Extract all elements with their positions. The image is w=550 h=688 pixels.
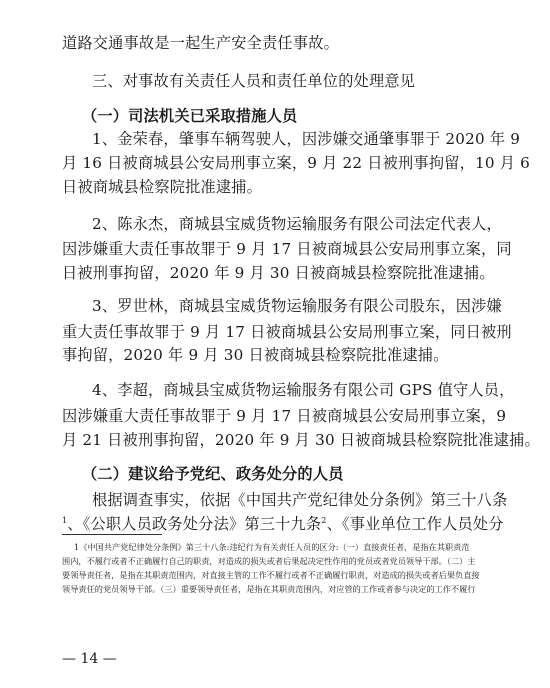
body-line: 1、金荣春，肇事车辆驾驶人，因涉嫌交通肇事罪于 2020 年 9 <box>92 130 521 148</box>
footnote-line: 围内，不履行或者不正确履行自己的职责，对造成的损失或者后果起决定性作用的党员或者党员领导干部。（二）主 <box>62 556 476 566</box>
page-number: — 14 — <box>62 651 117 667</box>
body-line: 事拘留，2020 年 9 月 30 日被商城县检察院批准逮捕。 <box>62 346 449 364</box>
body-line: 重大责任事故罪于 9 月 17 日被商城县公安局刑事立案，同日被刑 <box>62 323 512 341</box>
body-line: 月 16 日被商城县公安局刑事立案，9 月 22 日被刑事拘留，10 月 6 <box>62 154 531 172</box>
body-line: 月 21 日被刑事拘留，2020 年 9 月 30 日被商城县检察院批准逮捕。 <box>62 431 540 449</box>
body-line: 因涉嫌重大责任事故罪于 9 月 17 日被商城县公安局刑事立案，同 <box>62 240 512 258</box>
subsection-heading: （一）司法机关已采取措施人员 <box>82 107 298 125</box>
body-line: 2、陈永杰，商城县宝威货物运输服务有限公司法定代表人， <box>92 215 502 233</box>
footnote-line: 要领导责任者，是指在其职责范围内，对直接主管的工作不履行或者不正确履行职责，对造成的损失或者后果负直接 <box>62 570 480 580</box>
body-line: 道路交通事故是一起生产安全责任事故。 <box>62 34 339 52</box>
body-line-with-footnote-refs <box>62 514 504 534</box>
body-line: 3、罗世林，商城县宝威货物运输服务有限公司股东，因涉嫌 <box>92 297 502 315</box>
footnote-ref: 1 <box>62 515 68 525</box>
body-line: 因涉嫌重大责任事故罪于 9 月 17 日被商城县公安局刑事立案，9 <box>62 407 507 425</box>
body-line: 4、李超，商城县宝威货物运输服务有限公司 GPS 值守人员， <box>92 381 515 399</box>
body-line: 日被刑事拘留，2020 年 9 月 30 日被商城县检察院批准逮捕。 <box>62 264 495 282</box>
footnote-ref: 2 <box>321 515 327 525</box>
footnote-line: 1《中国共产党纪律处分条例》第三十八条:违纪行为有关责任人员的区分:（一）直接责任者，是指在其职责范 <box>74 542 470 552</box>
section-heading: 三、对事故有关责任人员和责任单位的处理意见 <box>92 72 416 90</box>
subsection-heading: （二）建议给予党纪、政务处分的人员 <box>82 465 344 483</box>
body-text: 、《事业单位工作人员处分 <box>326 515 504 533</box>
body-line: 根据调查事实，依据《中国共产党纪律处分条例》第三十八条 <box>92 491 508 509</box>
footnote-line: 领导责任的党员领导干部。（三）重要领导责任者，是指在其职责范围内，对应管的工作或者参与决定的工作不履行 <box>62 584 476 594</box>
body-line: 日被商城县检察院批准逮捕。 <box>62 178 263 196</box>
body-text: 、《公职人员政务处分法》第三十九条 <box>67 515 322 533</box>
footnote-divider <box>62 534 162 535</box>
